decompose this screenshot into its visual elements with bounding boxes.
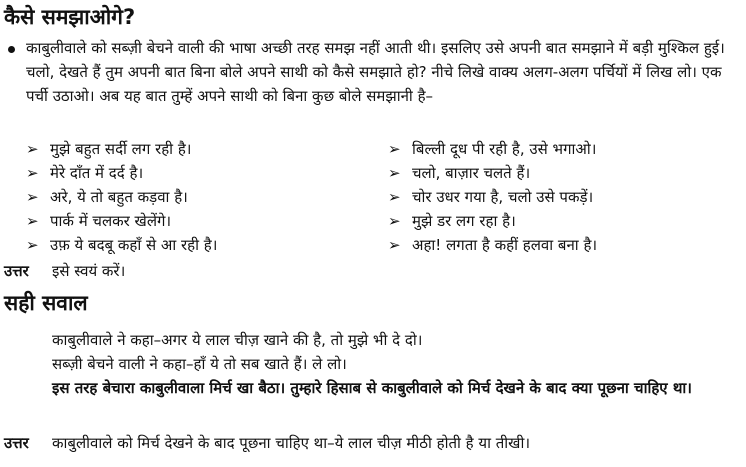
arrow-icon: ➢: [388, 164, 401, 182]
dialogue-line: काबुलीवाले ने कहा–अगर ये लाल चीज़ खाने की है, तो मुझे भी दे दो।: [52, 331, 423, 349]
list-item-text: उफ़ ये बदबू कहाँ से आ रही है।: [50, 236, 218, 254]
answer-text: इसे स्वयं करें।: [52, 262, 126, 280]
arrow-icon: ➢: [26, 188, 39, 206]
list-item-text: पार्क में चलकर खेलेंगे।: [50, 212, 172, 230]
list-item: [26, 210, 171, 232]
arrow-icon: ➢: [26, 140, 39, 158]
list-item: [388, 210, 516, 232]
list-item: [26, 138, 191, 160]
arrow-icon: ➢: [26, 164, 39, 182]
list-item-text: मुझे बहुत सर्दी लग रही है।: [50, 140, 192, 158]
list-item-text: मुझे डर लग रहा है।: [412, 212, 516, 230]
list-item-text: चलो, बाज़ार चलते हैं।: [412, 164, 531, 182]
answer-label: उत्तर: [4, 262, 29, 280]
list-item-text: अरे, ये तो बहुत कड़वा है।: [50, 188, 188, 206]
list-item: [388, 138, 596, 160]
dialogue-line: सब्ज़ी बेचने वाली ने कहा–हाँ ये तो सब खाते हैं। ले लो।: [52, 355, 347, 373]
list-item-text: अहा! लगता है कहीं हलवा बना है।: [412, 236, 598, 254]
question-text: इस तरह बेचारा काबुलीवाला मिर्च खा बैठा। तुम्हारे हिसाब से काबुलीवाले को मिर्च देखने के बाद क्या पूछना चाहिए था।: [52, 379, 692, 397]
arrow-icon: ➢: [388, 236, 401, 254]
section-title-kaise-samjhaoge: कैसे समझाओगे?: [4, 5, 136, 29]
arrow-icon: ➢: [388, 188, 401, 206]
list-item: [388, 186, 593, 208]
instruction-paragraph: काबुलीवाले को सब्ज़ी बेचने वाली की भाषा अच्छी तरह समझ नहीं आती थी। इसलिए उसे अपनी बात समझाने में बड़ी मुश्किल हुई। चलो, देखते हैं तुम अपनी बात बिना बोले अपने साथी को कैसे समझाते हो? नीचे लिखे वाक्य अलग-अलग पर्चियों में लिख लो। एक पर्ची उठाओ। अब यह बात तुम्हें अपने साथी को बिना कुछ बोले समझानी है–: [26, 39, 725, 105]
list-item: [26, 234, 217, 256]
list-item: [388, 162, 530, 184]
answer-text: काबुलीवाले को मिर्च देखने के बाद पूछना चाहिए था–ये लाल चीज़ मीठी होती है या तीखी।: [52, 434, 531, 452]
list-item-text: बिल्ली दूध पी रही है, उसे भगाओ।: [412, 140, 597, 158]
arrow-icon: ➢: [388, 212, 401, 230]
list-item-text: मेरे दाँत में दर्द है।: [50, 164, 144, 182]
bullet-dot: [8, 46, 15, 53]
list-item: [26, 186, 188, 208]
list-item-text: चोर उधर गया है, चलो उसे पकड़ें।: [412, 188, 594, 206]
arrow-icon: ➢: [26, 212, 39, 230]
answer-label: उत्तर: [4, 434, 29, 452]
list-item: [388, 234, 597, 256]
arrow-icon: ➢: [26, 236, 39, 254]
list-item: [26, 162, 143, 184]
arrow-icon: ➢: [388, 140, 401, 158]
section-title-sahi-sawal: सही सवाल: [4, 291, 88, 315]
